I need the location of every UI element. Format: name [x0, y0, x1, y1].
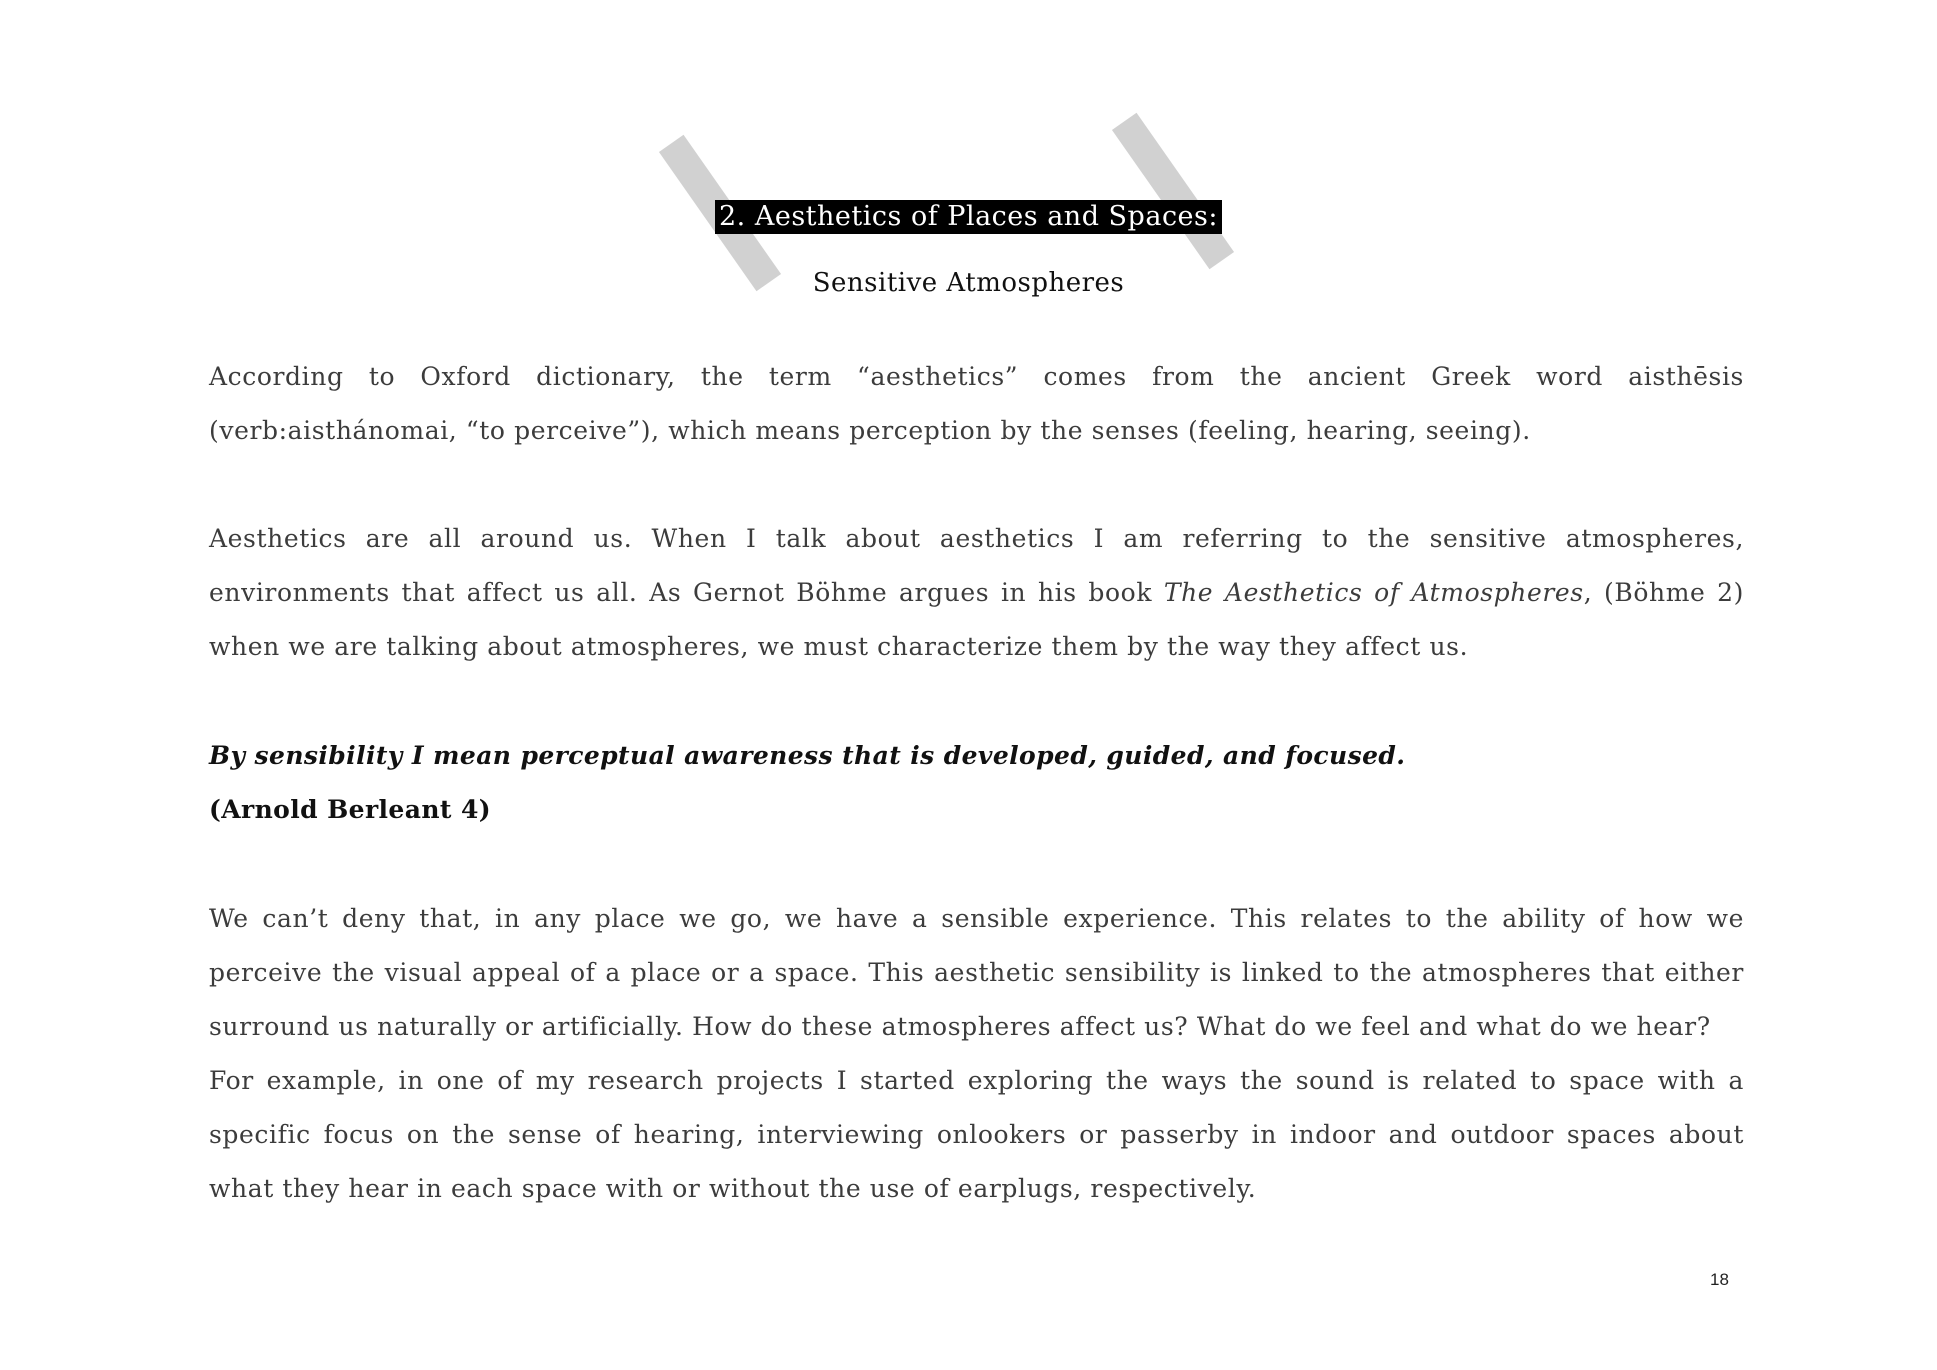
book-title: The Aesthetics of Atmospheres — [1163, 578, 1584, 607]
page-title: 2. Aesthetics of Places and Spaces: — [715, 200, 1222, 234]
heading-container — [0, 200, 1937, 234]
paragraph-etymology: According to Oxford dictionary, the term “aesthetics” comes from the ancient Greek word aisthēsis (verb:aisthánomai, “to perceive”), which means perception by the senses (feeling, hearing, seeing). — [209, 362, 1744, 445]
block-quote: By sensibility I mean perceptual awareness that is developed, guided, and focused. — [209, 741, 1406, 770]
page-subtitle: Sensitive Atmospheres — [812, 268, 1125, 298]
page-number: 18 — [1710, 1270, 1729, 1289]
paragraph-atmospheres-text-start: Aesthetics are all around us. When I talk about aesthetics I am referring to the sensitive atmospheres, environments that affect us all. As Gernot Böhme argues in his book — [209, 524, 1744, 607]
paragraph-atmospheres — [209, 512, 1744, 674]
paragraph-atmospheres-text-end: , (Böhme 2) when we are talking about atmospheres, we must characterize them by the way they affect us. — [209, 578, 1744, 661]
paragraph-experience-part-2: For example, in one of my research projects I started exploring the ways the sound is related to space with a specific focus on the sense of hearing, interviewing onlookers or passerby in indoor and outdoor spaces about what they hear in each space with or without the use of earplugs, respectively. — [209, 1066, 1744, 1203]
quote-citation: (Arnold Berleant 4) — [209, 795, 491, 824]
paragraph-experience-part-1: We can’t deny that, in any place we go, we have a sensible experience. This relates to the ability of how we perceive the visual appeal of a place or a space. This aesthetic sensibility is linked to the atmospheres that either surround us naturally or artificially. How do these atmospheres affect us? What do we feel and what do we hear? — [209, 904, 1744, 1041]
paragraph-experience — [209, 892, 1744, 1216]
tape-strip-right — [1112, 113, 1234, 269]
